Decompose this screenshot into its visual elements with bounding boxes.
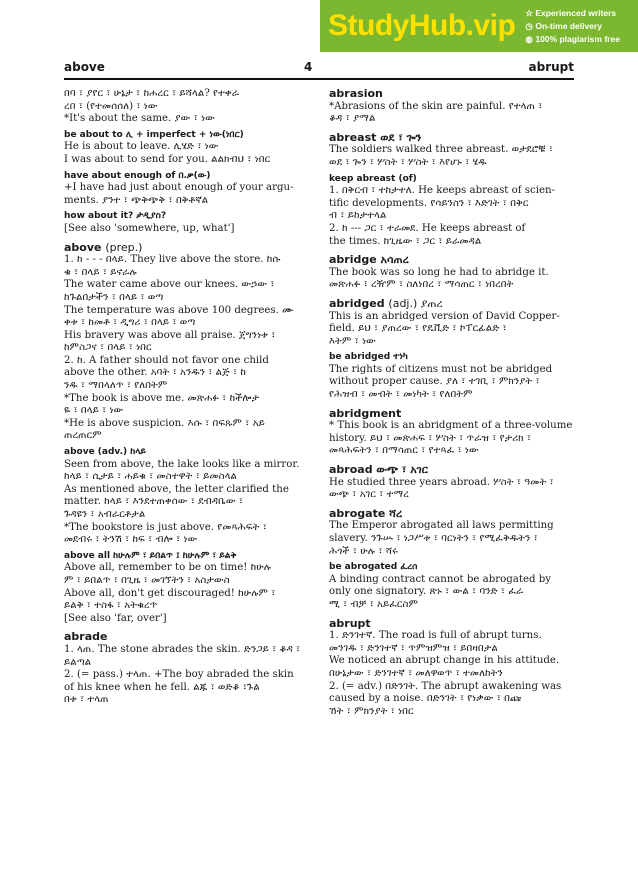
- example-line: field. ይህ ፣ ያጠረው ፣ የዴቪድ ፣ ኮፐርፊልድ ፣: [329, 323, 507, 335]
- example-line: of his knee when he fell. ልጁ ፣ ወድቆ ፣ጉል: [64, 681, 260, 693]
- shield-icon: ◍: [525, 33, 533, 44]
- right-column: [329, 88, 574, 724]
- example-line: The book was so long he had to abridge it.: [329, 266, 549, 278]
- example-line: መጽሐፉ ፣ ረዥም ፣ ስለነበረ ፣ ማሳጠር ፣ ነበረበት: [329, 279, 514, 291]
- example-line: matter. ከላይ ፣ እንደተጠቀሰው ፣ ደብዳቤው ፣: [64, 496, 244, 508]
- headword: abreast ወደ ፣ ጐን: [329, 130, 422, 144]
- entry-abrogate: [329, 508, 574, 612]
- page-number: 4: [304, 60, 313, 74]
- entry-abrasion: [329, 88, 574, 126]
- example-line: *The bookstore is just above. የመጻሕፍት ፣: [64, 521, 267, 533]
- example-line: As mentioned above, the letter clarified the: [64, 483, 289, 495]
- subentry-head: above (adv.) ከላይ: [64, 447, 146, 458]
- example-line: ቆዳ ፣ ያማል: [329, 113, 376, 125]
- entry-abridgment: [329, 408, 574, 458]
- example-line: The water came above our knees. ውኃው ፣: [64, 279, 275, 291]
- example-line: history. ይህ ፣ መጽሐፍ ፣ ሦስት ፣ ጥራዝ ፣ የታሪክ ፣: [329, 432, 532, 444]
- example-line: 1. ድንገተኛ. The road is full of abrupt turns.: [329, 630, 542, 642]
- example-line: above the other. አባት ፣ አንዱን ፣ ልጅ ፣ ከ: [64, 367, 247, 379]
- example-line: የሕዝብ ፣ መብት ፣ መነካት ፣ የለበትም: [329, 389, 473, 401]
- header-rule: [64, 78, 574, 80]
- example-line: በቱ ፣ ተላጠ: [64, 694, 109, 706]
- example-line: We noticed an abrupt change in his attitude.: [329, 655, 560, 667]
- subentry-head: be abridged ተነካ: [329, 352, 408, 363]
- example-line: *It's about the same. ያው ፣ ነው: [64, 113, 215, 125]
- example-line: 2. ከ --- ጋር ፣ ተራመደ. He keeps abreast of: [329, 222, 526, 234]
- example-line: 2. (= adv.) በድንገት. The abrupt awakening was: [329, 680, 562, 692]
- headword: abrogate ሻረ: [329, 506, 403, 520]
- example-line: ጠረጠርም: [64, 430, 102, 442]
- feature-label: 100% plagiarism free: [535, 33, 620, 44]
- example-line: Above all, remember to be on time! ከሁሉ: [64, 562, 271, 574]
- example-line: Seen from above, the lake looks like a mirror.: [64, 458, 300, 470]
- entry-abridge: [329, 254, 574, 292]
- running-header: [64, 60, 574, 76]
- example-line: caused by a noise. በድንገት ፣ የነቃው ፣ በጩ: [329, 693, 522, 705]
- cross-reference: [See also 'far, over']: [64, 612, 167, 624]
- example-line: * This book is an abridgment of a three-volume: [329, 420, 573, 432]
- cross-reference: [See also 'somewhere, up, what']: [64, 222, 235, 234]
- subentry-head: be about to ሊ + imperfect + ነው(ነበር): [64, 129, 244, 140]
- example-line: The Emperor abrogated all laws permitting: [329, 520, 554, 532]
- entry-abrade: [64, 631, 309, 707]
- entry-abrupt: [329, 618, 574, 719]
- example-line: His bravery was above all praise. ጀግንነቱ ፣: [64, 329, 276, 341]
- example-line: ጉዳዩን ፣ አብራርቶታል: [64, 509, 146, 520]
- subentry-head: above all ከሁሉም ፣ ይበልጥ ፤ ከሁሉም ፣ ይልቅ: [64, 550, 237, 561]
- example-line: መደብሩ ፣ ትንሽ ፣ ከፍ ፣ ብሎ ፣ ነው: [64, 534, 198, 546]
- example-line: I was about to send for you. ልልክብህ ፣ ነበር: [64, 153, 271, 165]
- feature-item: [525, 33, 620, 46]
- example-line: This is an abridged version of David Copper-: [329, 310, 560, 322]
- example-line: A binding contract cannot be abrogated by: [329, 573, 552, 585]
- headword: above (prep.): [64, 240, 143, 254]
- example-line: እትም ፣ ነው: [329, 335, 376, 347]
- example-line: The rights of citizens must not be abridged: [329, 363, 553, 375]
- example-line: ከላይ ፣ ሲታይ ፣ ሐይቁ ፣ መስተዋት ፣ ይመስላል: [64, 471, 237, 483]
- example-line: ments. ያንተ ፣ ጭቅጭቅ ፣ በቅቶኛል: [64, 194, 209, 206]
- example-line: ሚ ፣ ብቻ ፣ አይፈርስም: [329, 598, 419, 610]
- example-line: slavery. ንጉሡ ፣ ነጋሥቱ ፣ ባርነትን ፣ የሚፈቅዱትን ፣: [329, 533, 538, 544]
- example-line: ሕጎች ፣ ሁሉ ፣ ሻሩ: [329, 545, 398, 557]
- feature-label: On-time delivery: [535, 20, 602, 31]
- example-line: መጻሕፍትን ፣ በማሳጠር ፣ የተጻፈ ፣ ነው: [329, 445, 479, 457]
- entry-abridged: [329, 298, 574, 402]
- example-line: Above all, don't get discouraged! ከሁሉም ፣: [64, 587, 276, 599]
- entry-above: [64, 242, 309, 626]
- example-line: ከጉልበታችን ፣ በላይ ፣ ወጣ: [64, 291, 164, 303]
- example-line: tific developments. የሳይንስን ፣ እድገት ፣ በቅር: [329, 197, 529, 209]
- example-line: ከምስጋና ፣ በላይ ፣ ነበር: [64, 342, 152, 354]
- feature-item: [525, 20, 620, 33]
- example-line: በሁኔታው ፣ ድንገተኛ ፣ መለዋወጥ ፣ ተመለከትን: [329, 667, 503, 679]
- headword: abrade: [64, 630, 108, 644]
- example-line: The soldiers walked three abreast. ወታደሮቹ ፣: [329, 144, 554, 156]
- subentry-head: keep abreast (of): [329, 173, 417, 184]
- example-line: only one signatory. ጽኑ ፣ ውል ፣ ባንድ ፣ ፈራ: [329, 586, 524, 598]
- headword: abridgment: [329, 406, 402, 420]
- example-line: ንዱ ፣ ማበላለጥ ፣ የለበትም: [64, 380, 168, 392]
- guide-word-last: abrupt: [528, 60, 574, 74]
- example-line: ወደ ፣ ጐን ፣ ሦስት ፣ ሦስት ፣ እየሆኑ ፣ ሄዱ: [329, 156, 487, 168]
- example-line: ቀቱ ፣ ከመቶ ፣ ዲግሪ ፣ በላይ ፣ ወጣ: [64, 317, 196, 329]
- example-line: He studied three years abroad. ሦስት ፣ ዓመት ፣: [329, 476, 554, 488]
- guide-word-first: above: [64, 60, 105, 74]
- example-line: 1. በቅርብ ፣ ተከታተለ. He keeps abreast of scien-: [329, 185, 555, 197]
- example-line: በባ ፣ ያየር ፣ ሁኔታ ፣ ከሐረር ፣ ይሻላል? የተቀራ: [64, 88, 240, 99]
- feature-label: Experienced writers: [535, 7, 617, 18]
- headword: abridge አሳጠረ: [329, 253, 409, 267]
- example-line: *The book is above me. መጽሐፉ ፣ ከችሎታ: [64, 392, 260, 404]
- example-line: He is about to leave. ሊሄድ ፣ ነው: [64, 141, 219, 153]
- brand-logo[interactable]: StudyHub.vip: [328, 9, 516, 42]
- entry-about-cont: [64, 88, 309, 236]
- example-line: without proper cause. ያለ ፣ ተገቢ ፣ ምክንያት ፣: [329, 376, 540, 388]
- example-line: The temperature was above 100 degrees. ሙ: [64, 304, 294, 316]
- subentry-head: be abrogated ፈረሰ: [329, 562, 418, 573]
- example-line: ይልጣል: [64, 656, 92, 668]
- example-line: ም ፣ ይበልጥ ፣ በጊዜ ፣ መገኘትን ፣ አስታውስ: [64, 574, 230, 586]
- subentry-head: have about enough of በ.ቃ(ው): [64, 170, 211, 181]
- example-line: ኸት ፣ ምክንያት ፣ ነበር: [329, 705, 414, 717]
- example-line: *Abrasions of the skin are painful. የተላጠ ፣: [329, 100, 543, 112]
- example-line: *He is above suspicion. እሱ ፣ በፍጹም ፣ አይ: [64, 417, 265, 429]
- example-line: መንገዱ ፣ ድንገተኛ ፣ ጥምዝምዝ ፣ ይበዛበታል: [329, 642, 498, 654]
- example-line: 1. ከ - - - በላይ. They live above the store. ከሱ: [64, 254, 281, 266]
- headword: abridged (adj.) ያጠረ: [329, 296, 443, 310]
- example-line: 1. ላጠ. The stone abrades the skin. ድንጋይ ፣ ቆዳ ፣: [64, 643, 301, 655]
- example-line: 2. (= pass.) ተላጠ. +The boy abraded the skin: [64, 669, 294, 681]
- ad-banner[interactable]: [320, 0, 638, 52]
- subentry-head: how about it? ታዲያስ?: [64, 211, 167, 222]
- example-line: ይልቅ ፣ ተስፋ ፣ አትቁረጥ: [64, 600, 158, 612]
- headword: abrasion: [329, 87, 383, 100]
- example-line: ውጭ ፣ አገር ፣ ተማረ: [329, 489, 410, 501]
- example-line: ብ ፣ ይከታተላል: [329, 210, 387, 222]
- example-line: the times. ከጊዜው ፣ ጋር ፣ ይራመዳል: [329, 235, 482, 247]
- example-line: ረበ ፣ (የተመሰሰለ) ፣ ነው: [64, 100, 158, 112]
- headword: abroad ውጭ ፣ አገር: [329, 463, 428, 477]
- feature-item: [525, 7, 620, 20]
- example-line: +I have had just about enough of your argu-: [64, 182, 294, 194]
- left-column: [64, 88, 309, 713]
- star-icon: ☆: [525, 7, 533, 18]
- example-line: 2. ከ. A father should not favor one child: [64, 354, 269, 366]
- clock-icon: ◷: [525, 20, 533, 31]
- example-line: ዬ ፣ በላይ ፣ ነው: [64, 405, 124, 417]
- headword: abrupt: [329, 616, 371, 630]
- entry-abroad: [329, 464, 574, 502]
- feature-list: [525, 7, 620, 46]
- example-line: ቁ ፣ በላይ ፣ ይኖራሉ: [64, 266, 137, 278]
- entry-abreast: [329, 132, 574, 248]
